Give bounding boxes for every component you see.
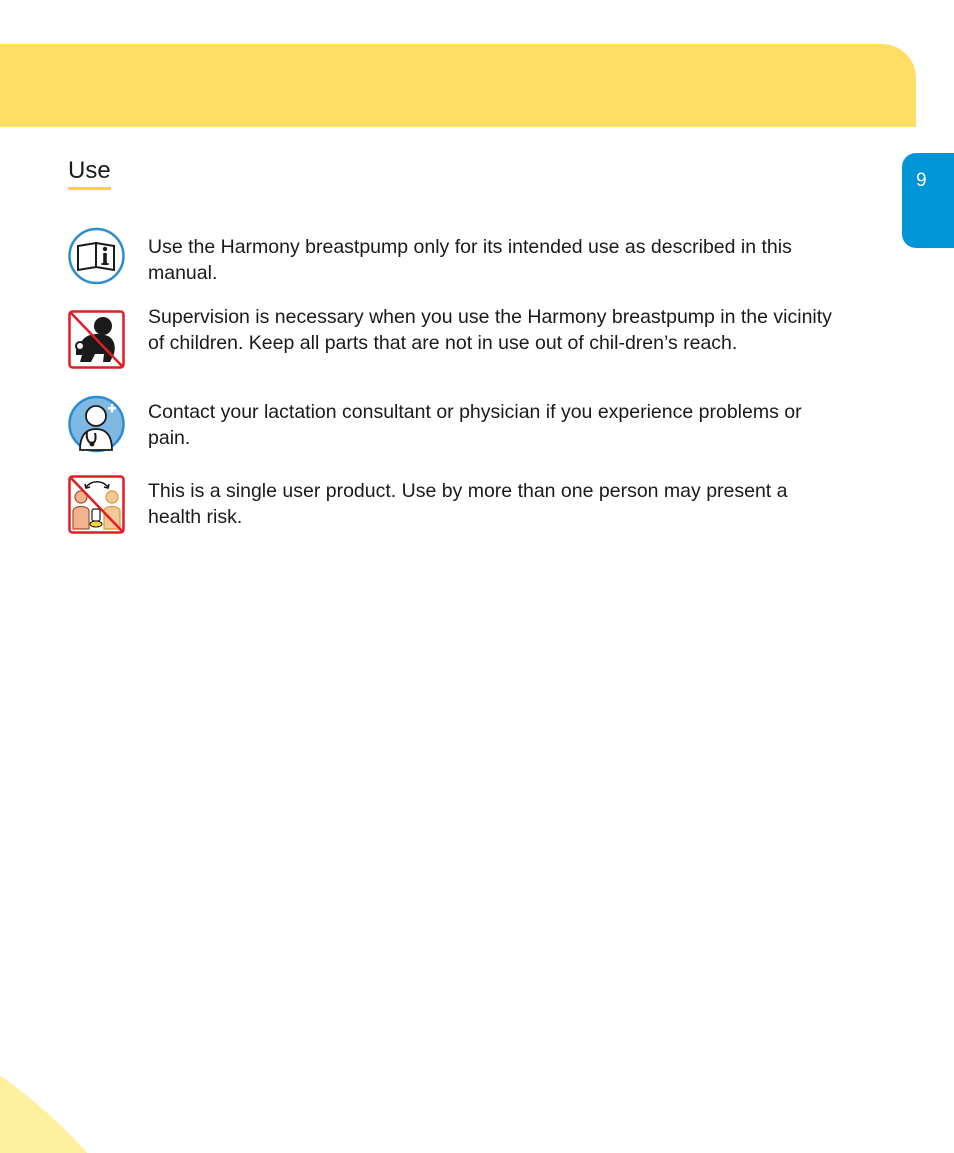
section-title: Use <box>68 157 111 190</box>
single-user-icon <box>68 475 125 534</box>
header-band <box>0 44 916 127</box>
no-children-icon <box>68 310 125 369</box>
item-text: Use the Harmony breastpump only for its intended use as described in this manual. <box>148 236 792 284</box>
physician-icon <box>68 395 125 454</box>
decor-arc-dark <box>0 1100 150 1153</box>
item-text: This is a single user product. Use by more than one person may present a health risk. <box>148 480 788 528</box>
page-number-tab <box>902 153 954 248</box>
item-text: Supervision is necessary when you use the Harmony breastpump in the vicinity of children. Keep all parts that are not in use out of chil-dren’s reach. <box>148 306 832 354</box>
manual-info-icon <box>68 227 125 286</box>
item-text: Contact your lactation consultant or physician if you experience problems or pain. <box>148 401 802 449</box>
page-number: 9 <box>916 170 927 191</box>
decor-arc-light <box>0 980 220 1153</box>
